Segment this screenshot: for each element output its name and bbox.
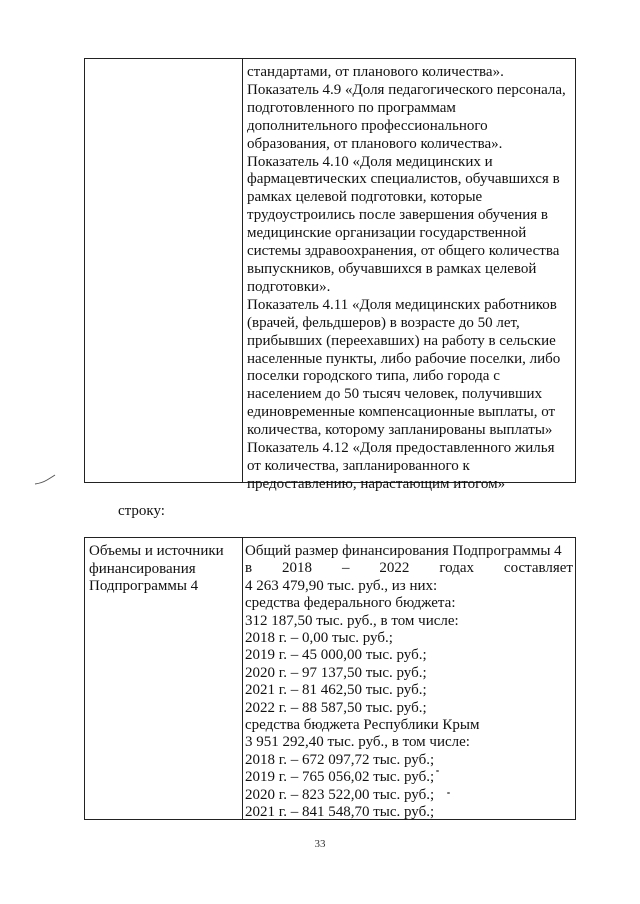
text-line: населенные пункты, либо рабочие поселки, либо — [247, 350, 561, 367]
financing-line: средства федерального бюджета: — [245, 595, 456, 612]
financing-line: 3 951 292,40 тыс. руб., в том числе: — [245, 734, 470, 751]
word: в — [245, 560, 253, 577]
text-line: Показатель 4.10 «Доля медицинских и — [247, 153, 493, 170]
lead-word: строку: — [118, 503, 165, 519]
financing-line: 2021 г. – 81 462,50 тыс. руб.; — [245, 682, 427, 699]
word: 2022 — [379, 560, 410, 577]
text-line: Показатель 4.9 «Доля педагогического персонала, — [247, 81, 566, 98]
text-line: (врачей, фельдшеров) в возрасте до 50 лет, — [247, 314, 520, 331]
text-line: населением до 50 тысяч человек, получивших — [247, 386, 543, 403]
financing-line: 4 263 479,90 тыс. руб., из них: — [245, 577, 438, 594]
text-line: подготовки». — [247, 278, 331, 295]
financing-line: 2018 г. – 672 097,72 тыс. руб.; — [245, 751, 435, 768]
text-line: количества, которому запланированы выплаты» — [247, 422, 553, 439]
text-line: прибывших (переехавших) на работу в сельские — [247, 332, 556, 349]
financing-line: 2020 г. – 97 137,50 тыс. руб.; — [245, 664, 427, 681]
word: 2018 — [282, 560, 313, 577]
text-line: от количества, запланированного к — [247, 457, 470, 474]
page-number: 33 — [314, 838, 326, 850]
scan-speck — [447, 792, 450, 794]
financing-line: 2018 г. – 0,00 тыс. руб.; — [245, 630, 393, 647]
justified-line — [245, 560, 573, 577]
word: – — [341, 560, 350, 577]
financing-line: 2020 г. – 823 522,00 тыс. руб.; — [245, 786, 435, 803]
text-line: Показатель 4.11 «Доля медицинских работников — [247, 296, 557, 313]
text-line: системы здравоохранения, от общего количества — [247, 243, 560, 260]
text-line: трудоустроились после завершения обучения в — [247, 207, 548, 224]
text-line: образования, от планового количества». — [247, 135, 503, 152]
text-line: единовременные компенсационные выплаты, от — [247, 404, 556, 421]
financing-table — [84, 537, 576, 820]
financing-line: 2019 г. – 765 056,02 тыс. руб.; — [245, 769, 435, 786]
left-cell-line: Подпрограммы 4 — [89, 578, 199, 594]
financing-line: средства бюджета Республики Крым — [245, 717, 480, 734]
text-line: подготовленного по программам — [247, 99, 456, 116]
text-line: предоставлению, нарастающим итогом» — [247, 475, 506, 492]
financing-line: 2019 г. – 45 000,00 тыс. руб.; — [245, 647, 427, 664]
text-line: фармацевтических специалистов, обучавшихся в — [247, 171, 560, 188]
text-line: стандартами, от планового количества». — [247, 64, 504, 80]
pen-mark-icon — [34, 474, 56, 486]
text-line: выпускников, обучавшихся в рамках целевой — [247, 260, 537, 277]
text-line: поселки городского типа, либо города с — [247, 368, 500, 385]
table2-right-cell — [243, 538, 575, 819]
scan-speck — [436, 770, 439, 772]
text-line: дополнительного профессионального — [247, 117, 488, 134]
word: составляет — [503, 560, 573, 577]
text-line: Показатель 4.12 «Доля предоставленного жилья — [247, 440, 555, 457]
word: годах — [439, 560, 474, 577]
financing-line: 312 187,50 тыс. руб., в том числе: — [245, 612, 459, 629]
left-cell-line: финансирования — [89, 560, 196, 577]
financing-line: 2021 г. – 841 548,70 тыс. руб.; — [245, 804, 435, 821]
text-line: медицинские организации государственной — [247, 225, 527, 242]
left-cell-line: Объемы и источники — [89, 543, 224, 559]
text-line: рамках целевой подготовки, которые — [247, 189, 483, 206]
table2-left-cell — [85, 538, 243, 819]
indicators-table-fragment — [84, 58, 576, 492]
table1-left-cell — [85, 59, 243, 482]
financing-heading-line: Общий размер финансирования Подпрограммы 4 — [245, 543, 562, 559]
financing-line: 2022 г. – 88 587,50 тыс. руб.; — [245, 699, 427, 716]
table1-right-cell — [243, 59, 575, 492]
